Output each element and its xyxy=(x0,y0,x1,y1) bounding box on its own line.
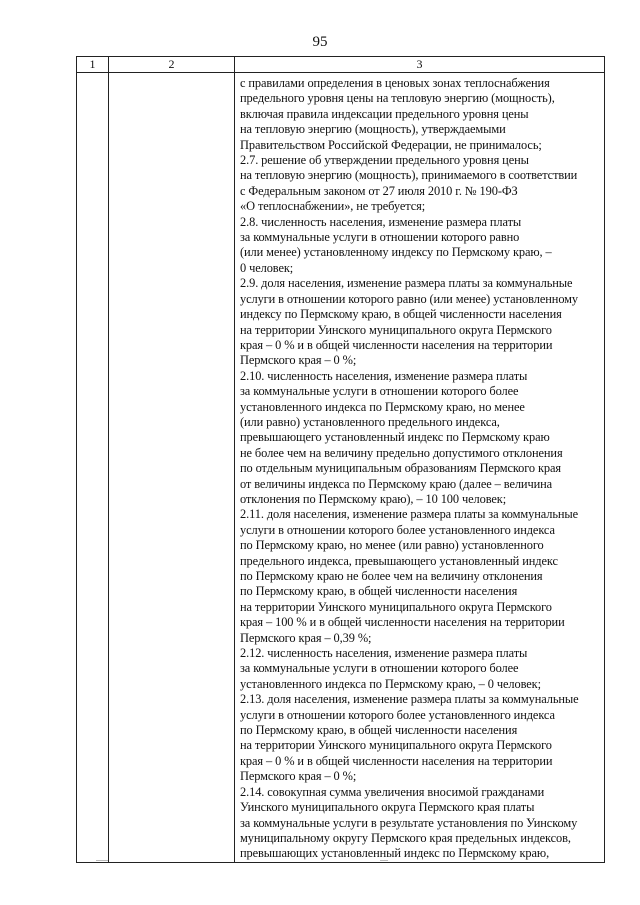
text-line: за коммунальные услуги в результате установления по Уинскому xyxy=(240,815,578,830)
text-line: превышающих установленный индекс по Пермскому краю, xyxy=(240,846,550,861)
text-line: края – 100 % и в общей численности населения на территории xyxy=(240,615,565,630)
text-line: предельного индекса, превышающего установленный индекс xyxy=(240,553,558,568)
text-line: (или менее) установленному индексу по Пермскому краю, – xyxy=(240,245,552,260)
text-line: по Пермскому краю, в общей численности населения xyxy=(240,723,518,738)
table-header-row xyxy=(77,57,605,73)
text-line: превышающего установленный индекс по Пермскому краю xyxy=(240,430,550,445)
column-header-3: 3 xyxy=(235,57,605,73)
page-number: 95 xyxy=(312,34,328,50)
text-line: за коммунальные услуги в отношении которого более xyxy=(240,661,519,676)
text-line: по отдельным муниципальным образованиям Пермского края xyxy=(240,461,562,476)
text-line: отклонения по Пермскому краю), – 10 100 человек; xyxy=(240,491,507,506)
text-line: предельного уровня цены на тепловую энергию (мощность), xyxy=(240,91,555,106)
text-line: с правилами определения в ценовых зонах теплоснабжения xyxy=(240,76,550,90)
text-line: на территории Уинского муниципального округа Пермского xyxy=(240,738,552,753)
text-line: «О теплоснабжении», не требуется; xyxy=(240,199,426,214)
document-table xyxy=(76,56,605,863)
text-line: 2.10. численность населения, изменение размера платы xyxy=(240,368,528,383)
text-line: Уинского муниципального округа Пермского края платы xyxy=(240,800,535,815)
text-line: установленного индекса по Пермскому краю, но менее xyxy=(240,399,525,414)
text-line: Пермского края – 0 %; xyxy=(240,353,357,368)
text-line: по Пермскому краю, но менее (или равно) установленного xyxy=(240,538,544,553)
text-line: Пермского края – 0,39 %; xyxy=(240,630,372,645)
text-line: по Пермскому краю, в общей численности населения xyxy=(240,584,518,599)
text-line: включая правила индексации предельного уровня цены xyxy=(240,106,529,121)
text-line: не более чем на величину предельно допустимого отклонения xyxy=(240,445,563,460)
text-line: 2.11. доля населения, изменение размера платы за коммунальные xyxy=(240,507,579,522)
text-line: на территории Уинского муниципального округа Пермского xyxy=(240,322,552,337)
text-line: установленного индекса по Пермскому краю, – 0 человек; xyxy=(240,676,541,691)
text-line: 2.13. доля населения, изменение размера платы за коммунальные xyxy=(240,692,579,707)
text-line: от величины индекса по Пермскому краю (далее – величина xyxy=(240,476,553,491)
text-line: на территории Уинского муниципального округа Пермского xyxy=(240,599,552,614)
column-2-cell xyxy=(109,73,235,863)
text-line: Пермского края – 0 %; xyxy=(240,769,357,784)
column-3-cell xyxy=(235,73,605,863)
text-line: по Пермскому краю не более чем на величину отклонения xyxy=(240,569,543,583)
text-line: за коммунальные услуги в отношении которого более xyxy=(240,384,519,399)
text-line: 2.9. доля населения, изменение размера платы за коммунальные xyxy=(240,276,573,291)
text-line: 2.8. численность населения, изменение размера платы xyxy=(240,214,522,229)
text-line: на тепловую энергию (мощность), утверждаемыми xyxy=(240,122,506,137)
column-header-1: 1 xyxy=(77,57,109,73)
column-3-text xyxy=(235,73,604,862)
text-line: края – 0 % и в общей численности населения на территории xyxy=(240,753,553,768)
text-line: с Федеральным законом от 27 июля 2010 г. № 190-ФЗ xyxy=(240,183,518,198)
text-line: муниципальному округу Пермского края предельных индексов, xyxy=(240,830,571,845)
text-line: Правительством Российской Федерации, не принималось; xyxy=(240,137,542,152)
text-line: услуги в отношении которого равно (или менее) установленному xyxy=(240,291,579,306)
text-line: 2.12. численность населения, изменение размера платы xyxy=(240,646,528,661)
text-line: услуги в отношении которого более установленного индекса xyxy=(240,522,555,537)
text-line: 2.7. решение об утверждении предельного уровня цены xyxy=(240,153,529,168)
text-line: 0 человек; xyxy=(240,260,294,275)
text-line: края – 0 % и в общей численности населения на территории xyxy=(240,337,553,352)
text-line: индексу по Пермскому краю, в общей численности населения xyxy=(240,307,562,322)
text-line: услуги в отношении которого более установленного индекса xyxy=(240,707,555,722)
text-line: за коммунальные услуги в отношении которого равно xyxy=(240,230,520,245)
scan-mark-right xyxy=(380,860,388,861)
text-line: (или равно) установленного предельного индекса, xyxy=(240,414,500,429)
scan-mark-left xyxy=(96,860,108,861)
table-body-row xyxy=(77,73,605,863)
text-line: на тепловую энергию (мощность), принимаемого в соответствии xyxy=(240,168,578,183)
text-line: 2.14. совокупная сумма увеличения вносимой гражданами xyxy=(240,784,545,799)
column-header-2: 2 xyxy=(109,57,235,73)
column-1-cell xyxy=(77,73,109,863)
